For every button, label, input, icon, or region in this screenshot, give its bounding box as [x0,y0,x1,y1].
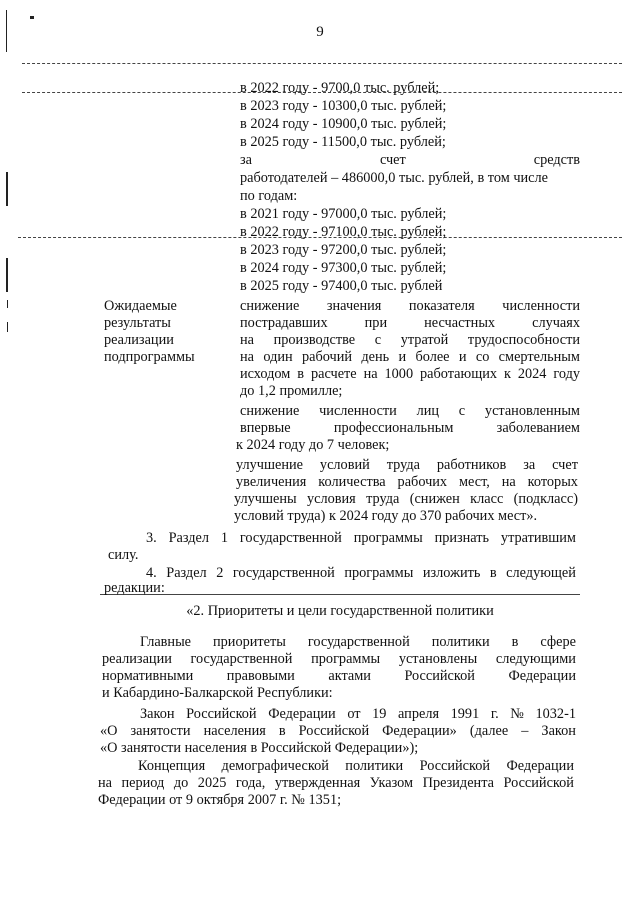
scan-edge-mark [6,10,7,52]
scan-edge-mark [6,172,8,206]
word: занятости [130,723,191,739]
word: более [415,349,450,365]
word: Концепция [138,758,206,774]
word: установленным [484,403,580,419]
word: № [510,706,524,722]
word: при [364,315,388,331]
word: на [363,366,378,382]
word: условия [306,491,356,507]
word: сфере [540,634,576,650]
results-label-line: Ожидаемые [104,298,177,314]
section4-line [146,565,576,582]
word: государственной [232,565,335,581]
word: 1000 [384,366,414,382]
word: с [374,332,382,348]
section3-line: силу. [108,547,139,563]
word: Закон [541,723,576,739]
word: (далее [469,723,509,739]
word: труда [386,457,420,473]
para2-line: «О занятости населения в Российской Федерации»); [100,740,419,756]
funding-line: в 2022 году - 97100,0 тыс. рублей; [240,224,447,240]
word: средств [533,152,580,168]
word: программы [344,565,414,581]
word: (снижен [409,491,460,507]
word: расчете [310,366,357,382]
word: 2025 [197,775,227,791]
word: следующей [506,565,576,581]
word: утратившим [500,530,576,546]
scan-edge-mark [7,300,8,308]
para2-line [100,723,576,740]
word: политики [345,758,404,774]
word: лиц [416,403,440,419]
word: 3. [146,530,157,546]
word: в [297,366,305,382]
word: со [475,349,490,365]
word: государственной [307,634,410,650]
word: – [521,723,529,739]
word: (подкласс) [513,491,578,507]
word: увеличения [236,474,307,490]
funding-employers-line: работодателей – 486000,0 тыс. рублей, в том числе [240,170,548,186]
word: за [240,152,252,168]
para3-line [98,775,574,792]
word: рабочий [301,349,353,365]
word: количества [318,474,386,490]
word: за [523,457,536,473]
word: работающих [420,366,498,382]
section3-line [146,530,576,547]
word: численности [319,403,397,419]
word: профессиональным [333,420,454,436]
word: актами [328,668,371,684]
word: правовыми [226,668,295,684]
results-line [236,457,578,474]
results-line [234,491,578,508]
word: «О [100,723,118,739]
word: смертельным [498,349,580,365]
word: работников [436,457,507,473]
results-line [240,366,580,383]
word: 2024 [517,366,547,382]
word: которых [527,474,578,490]
word: Главные [140,634,192,650]
word: в [489,565,497,581]
word: в [278,723,286,739]
funding-line: в 2023 году - 97200,0 тыс. рублей; [240,242,447,258]
funding-line: в 2022 году - 9700,0 тыс. рублей; [240,80,440,96]
results-line: до 1,2 промилле; [240,383,343,399]
word: и [398,349,407,365]
word: в [511,634,519,650]
word: трудоспособности [467,332,580,348]
word: утвержденная [274,775,361,791]
word: от [347,706,361,722]
word: Раздел [166,565,207,581]
word: день [361,349,390,365]
word: государственной [190,651,293,667]
para1-line: и Кабардино-Балкарской Республики: [102,685,333,701]
results-label-line: результаты [104,315,171,331]
word: апреля [398,706,440,722]
word: несчастных [424,315,496,331]
word: Российской [298,723,370,739]
funding-line: в 2023 году - 10300,0 тыс. рублей; [240,98,447,114]
word: улучшены [234,491,297,507]
funding-split-line [240,152,580,169]
results-line [236,474,578,491]
page-number: 9 [316,24,324,40]
table-top-rule [22,63,622,64]
word: численности [502,298,580,314]
word: на [98,775,112,791]
word: 1032-1 [535,706,576,722]
word: впервые [240,420,291,436]
word: улучшение [236,457,303,473]
word: снижение [240,403,300,419]
word: заболеванием [496,420,580,436]
word: Президента [422,775,494,791]
para3-line [138,758,574,775]
scan-edge-mark [7,322,8,332]
word: демографической [221,758,329,774]
word: значения [326,298,382,314]
word: Российской [186,706,257,722]
results-line [240,420,580,437]
word: с [458,403,466,419]
word: Российской [503,775,574,791]
word: года, [235,775,266,791]
word: 1 [220,530,229,546]
word: пострадавших [240,315,328,331]
word: и [458,349,467,365]
funding-line: в 2025 году - 11500,0 тыс. рублей; [240,134,446,150]
results-line [240,298,580,315]
scan-dot [30,16,34,19]
word: 4. [146,565,157,581]
word: Федерации [268,706,336,722]
word: 1991 [450,706,480,722]
word: признать [434,530,490,546]
results-line [240,403,580,420]
word: Федерации» [382,723,457,739]
word: период [121,775,165,791]
results-label-line: подпрограммы [104,349,195,365]
word: Раздел [168,530,210,546]
word: Указом [369,775,414,791]
word: утратой [400,332,449,348]
word: мест, [459,474,490,490]
word: снижение [240,298,300,314]
word: исходом [240,366,291,382]
word: случаях [532,315,580,331]
word: к [503,366,511,382]
para1-line [140,634,576,651]
word: рабочих [397,474,448,490]
word: следующими [495,651,576,667]
word: программы [311,651,381,667]
word: нормативными [102,668,194,684]
section-heading: «2. Приоритеты и цели государственной политики [186,603,494,619]
word: производстве [273,332,356,348]
word: счет [552,457,578,473]
word: году [553,366,580,382]
word: на [240,349,254,365]
word: условий [319,457,370,473]
word: населения [203,723,266,739]
section4-line: редакции: [104,580,165,596]
word: приоритеты [213,634,286,650]
results-line [240,315,580,332]
word: Федерации [508,668,576,684]
word: изложить [422,565,481,581]
word: Российской [404,668,475,684]
word: реализации [102,651,172,667]
results-line [240,332,580,349]
funding-by-years: по годам: [240,188,298,204]
word: 2 [216,565,224,581]
word: до [173,775,189,791]
word: один [263,349,293,365]
word: государственной [239,530,342,546]
word: показателя [408,298,475,314]
word: труда [366,491,400,507]
results-line: условий труда) к 2024 году до 370 рабочих мест». [234,508,538,524]
funding-line: в 2024 году - 97300,0 тыс. рублей; [240,260,447,276]
word: на [501,474,516,490]
word: политики [431,634,490,650]
results-label-line: реализации [104,332,174,348]
word: 19 [372,706,387,722]
funding-line: в 2021 году - 97000,0 тыс. рублей; [240,206,447,222]
word: Российской [419,758,491,774]
word: счет [379,152,406,168]
word: программы [353,530,423,546]
funding-line: в 2024 году - 10900,0 тыс. рублей; [240,116,447,132]
results-line [240,349,580,366]
results-line: к 2024 году до 7 человек; [236,437,390,453]
para2-line [140,706,576,723]
word: класс [470,491,504,507]
word: Федерации [506,758,574,774]
scan-edge-mark [6,258,8,292]
para3-line: Федерации от 9 октября 2007 г. № 1351; [98,792,342,808]
word: на [240,332,254,348]
para1-line [102,668,576,685]
para1-line [102,651,576,668]
word: г. [490,706,499,722]
funding-line: в 2025 году - 97400,0 тыс. рублей [240,278,443,294]
word: установлены [398,651,478,667]
word: Закон [140,706,175,722]
table-bottom-rule [100,594,580,595]
